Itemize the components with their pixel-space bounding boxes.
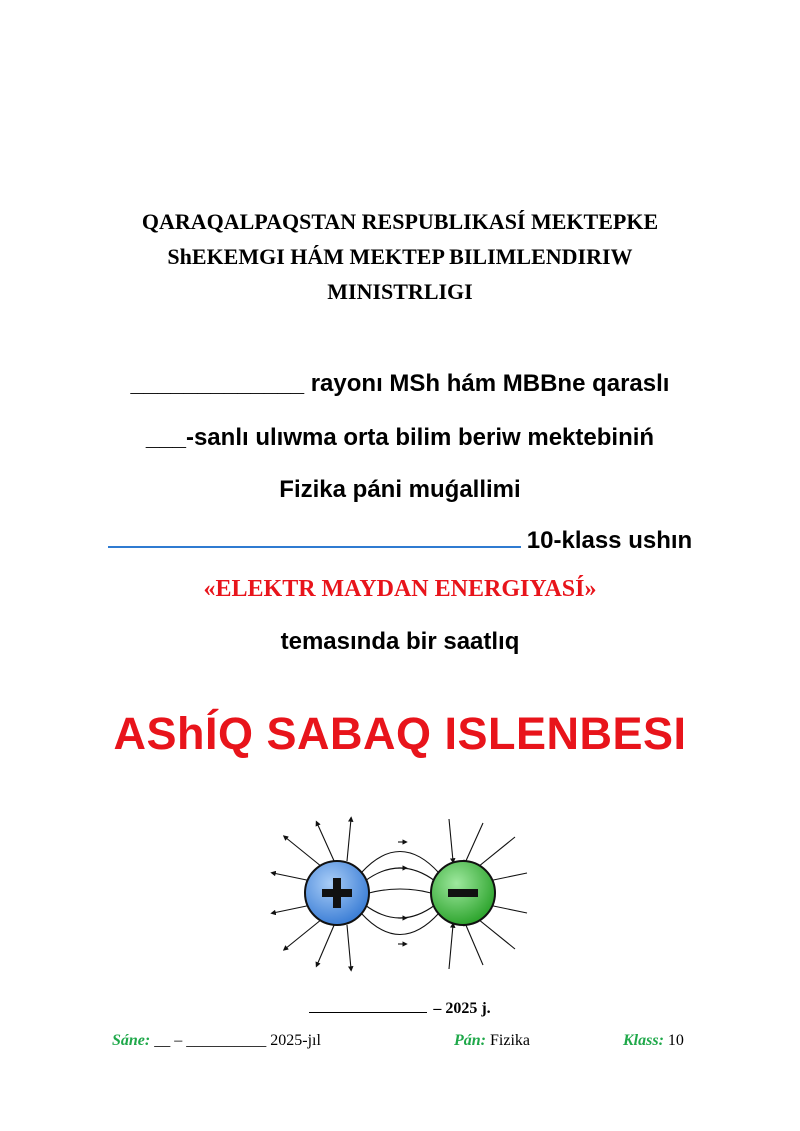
footer-date-label: Sáne: <box>112 1032 151 1049</box>
district-text: rayonı MSh hám MBBne qaraslı <box>304 370 670 397</box>
class-line-text: 10-klass ushın <box>526 527 693 554</box>
negative-charge-icon <box>431 861 495 925</box>
topic-subtitle: temasında bir saatlıq <box>280 628 520 655</box>
teacher-name-blank <box>108 526 521 548</box>
teacher-line: Fizika páni muǵallimi <box>279 476 521 503</box>
footer-date-value: __ – __________ 2025-jıl <box>154 1032 321 1049</box>
date-blank <box>309 1000 427 1013</box>
footer-subject <box>454 1032 530 1050</box>
footer-class-value: 10 <box>667 1032 684 1049</box>
ministry-heading <box>40 204 760 309</box>
electric-field-illustration <box>265 815 535 975</box>
footer-subject-label: Pán: <box>454 1032 486 1049</box>
footer-subject-value: Fizika <box>490 1032 530 1049</box>
date-line <box>0 1000 800 1018</box>
topic-title: «ELEKTR MAYDAN ENERGIYASÍ» <box>203 576 597 602</box>
school-text: -sanlı ulıwma orta bilim beriw mektebiniń <box>185 424 655 451</box>
district-blank: _____________ <box>130 370 305 397</box>
school-line <box>0 424 800 452</box>
footer-class-label: Klass: <box>623 1032 664 1049</box>
document-title: AShÍQ SABAQ ISLENBESI <box>113 708 687 759</box>
district-line <box>0 370 800 398</box>
ministry-line-1: QARAQALPAQSTAN RESPUBLIKASÍ MEKTEPKE <box>141 209 659 234</box>
school-blank: ___ <box>145 424 186 451</box>
footer-class <box>623 1032 684 1050</box>
date-year: – 2025 j. <box>433 1000 491 1017</box>
footer-date <box>112 1032 321 1050</box>
ministry-line-2: ShEKEMGI HÁM MEKTEP BILIMLENDIRIW <box>167 244 633 269</box>
ministry-line-3: MINISTRLIGI <box>327 279 473 304</box>
class-line <box>0 526 800 555</box>
positive-charge-icon <box>305 861 369 925</box>
